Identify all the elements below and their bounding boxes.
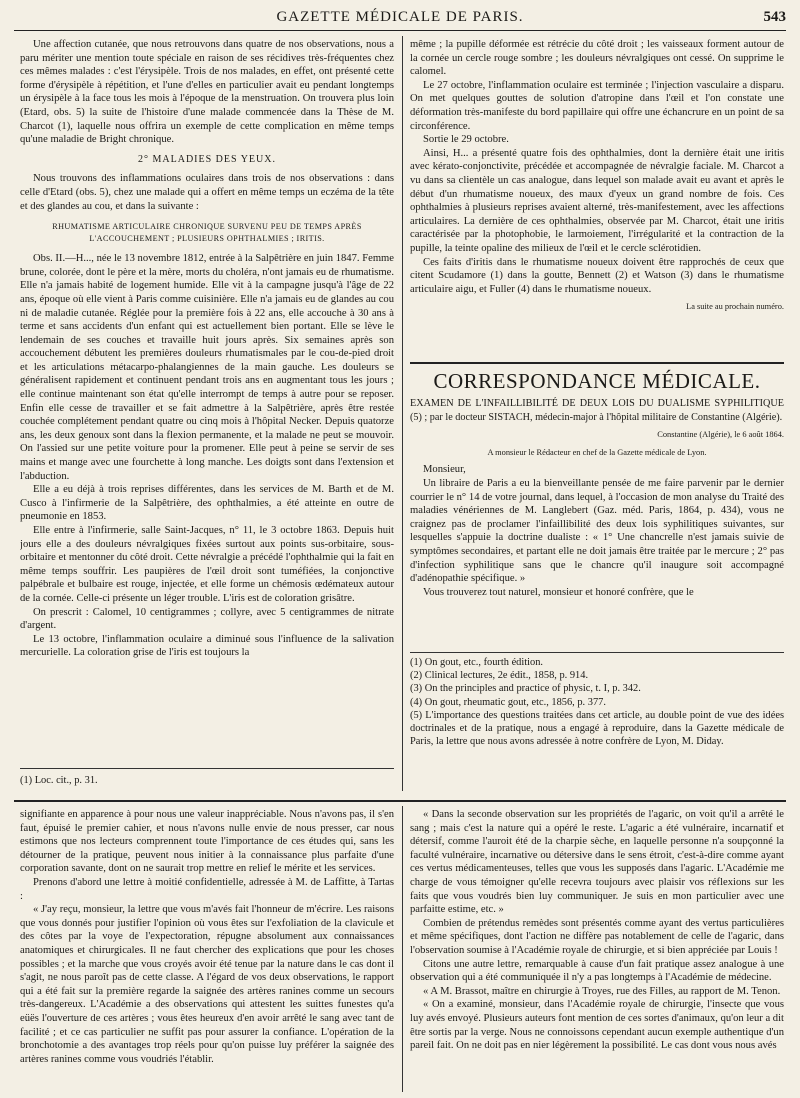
paragraph: Un libraire de Paris a eu la bienveillante pensée de me faire parvenir par le dernier courrier le n° 14 de votre journal, dans lequel, à l'occasion de mon analyse du Traité des maladies vénériennes de M. Langlebert (Gaz. méd. Paris, 1864, p. 434), vous ne craignez pas de proclamer l'infaillibilité des deux lois syphilitiques suivantes, sur lesquelles s'appuie la doctrine dualiste : « 1° Une chancrelle n'est jamais suivie de symptômes secondaires, et partant elle ne doit jamais être traitée par le mercure ; 2° pas d'infection syphilitique sans que le chancre qu'il inaugure soit accompagné d'adénopathie spécifique. » bbox=[410, 477, 784, 585]
paragraph: même ; la pupille déformée est rétrécie du côté droit ; les vaisseaux forment autour de la cornée un cercle rouge sombre ; les douleurs névralgiques ont cessé. On supprime le calomel. bbox=[410, 39, 784, 78]
left-top-column bbox=[20, 38, 394, 762]
paragraph: Le 13 octobre, l'inflammation oculaire a diminué sous l'influence de la salivation mercurielle. La coloration grise de l'iris est toujours la bbox=[20, 633, 394, 659]
paragraph: signifiante en apparence à pour nous une valeur inappréciable. Nous n'avons pas, il s'en faut, épuisé le premier cahier, et nous n'avons nulle envie de nous presser, car nous estimons que nos lecteurs comprennent toute l'importance de ces études qui, sans les détourner de la pratique, peuvent nous initier à la connaissance plus parfaite d'une corporation savante, dont on ne saurait trop mettre en relief le mérite et les services. bbox=[20, 809, 394, 875]
footnote: (4) On gout, rheumatic gout, etc., 1856, p. 377. bbox=[410, 696, 606, 708]
paragraph: Ces faits d'iritis dans le rhumatisme noueux doivent être rapprochés de ceux que citent Scudamore (1) dans la goutte, Bennett (2) et Watson (3) dans le rhumatisme articulaire aigu, et Fuller (4) dans le rhumatisme noueux. bbox=[410, 256, 784, 295]
paragraph: Prenons d'abord une lettre à moitié confidentielle, adressée à M. de Laffitte, à Tartas : bbox=[20, 876, 394, 902]
paragraph: Ainsi, H... a présenté quatre fois des ophthalmies, dont la dernière était une iritis avec kérato-conjonctivite, précédée et accompagnée de névralgie faciale. M. Charcot a vu dans sa clientèle un cas analogue, dans lequel son malade avait eu avant et après le début d'un rhumatisme noueux, des maux d'yeux un grand nombre de fois. Ces ophthalmies à plusieurs reprises avaient alterné, très-manifestement, avec les affections articulaires. La dernière de ces ophthalmies, observée par M. Charcot, était une iritis caractérisée par la photophobie, le larmoiement, l'irrégularité et la contraction de la pupille, la teinte opaline des milieux de l'œil et le cercle sclérotidien. bbox=[410, 147, 784, 254]
right-bottom-column bbox=[410, 808, 784, 1092]
quoted-letter: « J'ay reçu, monsieur, la lettre que vous m'avés fait l'honneur de m'écrire. Les raisons que vous donnés pour justifier l'opinion où vous êtes sur l'exfoliation de la clavicule et des côtes par la voye de l'expectoration, répugne absolument aux connaissances anatomiques et chirurgicales. Il ne faut chercher des explications que pour les choses possibles ; et la marche que vous croyés avoir été tenue par la nature dans le cas dont il s'agit, ne nous paroît pas de cette classe. A l'égard de vos deux observations, le rapport qui a été fait sur la première regarde la saignée des artères ranines comme un secours très-dangereux. L'Académie a des observations qui attestent les suittes funestes qu'a eüës l'ouverture de ces artères ; vous êtes heureux d'en avoir arrêté le sang avec tant de facilité ; et ce cas particulier ne suffit pas pour assurer la confiance. L'opération de la bronchotomie a des avantages trop réels pour qu'on puisse luy préférer la saignée des artères ranines comme vous voudriés l'établir. bbox=[20, 904, 394, 1065]
right-top-column bbox=[410, 38, 784, 356]
dateline: Constantine (Algérie), le 6 août 1864. bbox=[657, 430, 784, 440]
quoted-letter: « On a examiné, monsieur, dans l'Académie royale de chirurgie, l'insecte que vous luy avés envoyé. Plusieurs auteurs font mention de ces sortes d'animaux, qu'on leur a dit être sortis par la verge. Nous ne connoissons cependant aucun exemple authentique d'un pareil fait. On ne doit pas en nier légèrement la possibilité. Le cas dont vous nous avés bbox=[410, 999, 784, 1052]
continuation-note: La suite au prochain numéro. bbox=[686, 302, 784, 312]
footnotes bbox=[410, 656, 784, 792]
addressee: A monsieur le Rédacteur en chef de la Gazette médicale de Lyon. bbox=[487, 447, 707, 457]
section-title: CORRESPONDANCE MÉDICALE. bbox=[433, 369, 761, 393]
running-header bbox=[14, 6, 786, 31]
footnote: (3) On the principles and practice of physic, t. I, p. 342. bbox=[410, 683, 641, 695]
paragraph: Elle a eu déjà à trois reprises différentes, dans les services de M. Barth et de M. Cusco à l'infirmerie de la Salpêtrière, des ophthalmies, a été atteinte en outre de pneumonie en 1853. bbox=[20, 484, 394, 523]
paragraph: Nous trouvons des inflammations oculaires dans trois de nos observations : dans celle d'Etard (obs. 5), chez une malade qui a offert en même temps un eczéma de la tête et des glandes au cou, et dans la suivante : bbox=[20, 173, 394, 212]
paragraph: Elle entre à l'infirmerie, salle Saint-Jacques, n° 11, le 3 octobre 1863. Depuis huit jours elle a des douleurs névralgiques fixées surtout aux points sus-orbitaire, sous-orbitaire et mentonner du côté droit. Cette névralgie a précédé l'ophthalmie qui la fait en même temps souffrir. Les paupières de l'œil droit sont tuméfiées, la conjonctive palpébrale et bulbaire est rouge, injectée, et elle forme un chémosis œdémateux autour de la cornée. Celle-ci présente un léger trouble. L'iris est de coloration grisâtre. bbox=[20, 525, 394, 604]
letter-address: « A M. Brassot, maître en chirurgie à Troyes, rue des Filles, au rapport de M. Tenon. bbox=[423, 985, 781, 997]
page-number: 543 bbox=[763, 9, 786, 25]
footnote bbox=[20, 774, 394, 790]
paragraph: Citons une autre lettre, remarquable à cause d'un fait pratique assez analogue à une observation qui a été communiquée il n'y a pas longtemps à l'Académie de médecine. bbox=[410, 958, 784, 984]
section-divider bbox=[14, 800, 786, 802]
quoted-letter: « Dans la seconde observation sur les propriétés de l'agaric, on voit qu'il a arrêté le sang ; mais c'est la nature qui a opéré le reste. L'agaric a été vulnéraire, incarnatif et détersif, comme l'auroit été de la charpie sèche, en laquelle personne n'a soupçonné la faculté vulnéraire, incarnative ou détersive dans le sens étroit, c'est-à-dire comme ayant ces vertus médicamenteuses, telles que vous les supposés dans l'agaric. L'Académie me charge de vous témoigner qu'elle recevra toujours avec plaisir vos réflexions sur les faits que vous voudrés bien luy communiquer. Je suis en mon particulier avec une parfaitte estime, etc. » bbox=[410, 809, 784, 916]
footnote-text: (1) Loc. cit., p. 31. bbox=[20, 775, 98, 786]
article-subtitle: EXAMEN DE L'INFAILLIBILITÉ DE DEUX LOIS DU DUALISME SYPHILITIQUE (5) ; par le docteur SISTACH, médecin-major à l'hôpital militaire de Constantine (Algérie). bbox=[410, 398, 784, 423]
left-bottom-column bbox=[20, 808, 394, 1092]
column-divider bbox=[402, 36, 403, 791]
correspondence-section bbox=[410, 362, 784, 647]
footnote: (1) On gout, etc., fourth édition. bbox=[410, 657, 544, 668]
paragraph: Le 27 octobre, l'inflammation oculaire est terminée ; l'injection vasculaire a disparu. On met quelques gouttes de solution d'atropine dans l'œil et l'on constate une déformation très-manifeste du bord papillaire qui offre une échancrure en un point de sa circonférence. bbox=[410, 79, 784, 132]
column-divider bbox=[402, 806, 403, 1092]
footnote: (2) Clinical lectures, 2e édit., 1858, p. 914. bbox=[410, 670, 589, 682]
observation-title: RHUMATISME ARTICULAIRE CHRONIQUE SURVENU PEU DE TEMPS APRÈS L'ACCOUCHEMENT ; PLUSIEURS OPHTHALMIES ; IRITIS. bbox=[52, 222, 362, 244]
footnote-divider bbox=[20, 768, 394, 769]
footnote-divider bbox=[410, 652, 784, 653]
section-heading: 2° MALADIES DES YEUX. bbox=[138, 153, 276, 165]
observation-paragraph: Obs. II.—H..., née le 13 novembre 1812, entrée à la Salpêtrière en juin 1847. Femme brune, colorée, dont le père et la mère, morts du choléra, n'ont jamais eu de rhumatisme. Elle n'a jamais habité de logement humide. Elle vit à la campagne jusqu'à l'âge de 22 ans, époque où elle vient à Paris comme cuisinière. Elle n'a jamais eu de glandes au cou ni de maladie cutanée. Réglée pour la première fois à 22 ans, elle accouche à 30 ans à terme et sans accidents d'un enfant qui est actuellement bien portant. Elle se lève le lendemain de ses couches et travaille huit jours après. Six semaines après son accouchement débutent les premières douleurs rhumatismales par le cou-de-pied droit et les articulations métacarpo-phalangiennes de la main gauche. Les douleurs se généralisent rapidement et continuent pendant trois ans en augmentant tous les jours ; elle continue maintenant son état qu'elle interrompt de temps à autre pour se reposer. Enfin elle cesse de travailler et se fait admettre à la Salpêtrière, après être restée couchée complétement pendant quatre ou cinq mois à l'hôpital Necker. Depuis quatorze ans, les deux genoux sont dans la flexion permanente, et la malade ne peut se mouvoir. On l'assied sur une petite voiture pour la promener. Elle peut à peine se servir de ses mains et mange avec une fourchette à long manche. Les doigts sont dans l'extension et l'abduction. bbox=[20, 253, 394, 482]
footnote: (5) L'importance des questions traitées dans cet article, au double point de vue des idées doctrinales et de la pratique, nous a engagé à reproduire, dans la Gazette médicale de Paris, la lettre que nous avons adressée à notre confrère de Lyon, M. Diday. bbox=[410, 709, 784, 748]
salutation: Monsieur, bbox=[423, 464, 466, 476]
paragraph: Une affection cutanée, que nous retrouvons dans quatre de nos observations, nous a paru mériter une mention toute spéciale en raison de ses récidives très-fréquentes chez ces mêmes malades : c'est l'érysipèle. Trois de nos malades, en effet, ont présenté cette forme d'érysipèle à répétition, et l'une d'elles en particulier avait eu pendant longtemps un érysipèle à la face tous les mois à l'époque de la menstruation. On trouvera plus loin (Etard, obs. 5) la suite de l'histoire d'une malade commencée dans la Thèse de M. Charcot (1), laquelle nous offrira un exemple de cette complication en même temps qu'une maladie de Bright chronique. bbox=[20, 39, 394, 146]
paragraph: Vous trouverez tout naturel, monsieur et honoré confrère, que le bbox=[423, 586, 694, 598]
paragraph: Sortie le 29 octobre. bbox=[423, 134, 509, 146]
paragraph: On prescrit : Calomel, 10 centigrammes ; collyre, avec 5 centigrammes de nitrate d'argent. bbox=[20, 606, 394, 632]
paragraph: Combien de prétendus remèdes sont présentés comme ayant des vertus particulières et même spécifiques, dont l'action ne diffère pas notablement de celle de l'agaric, dans l'observation soumise à l'Académie royale de chirurgie, et si bien appréciée par Louis ! bbox=[410, 917, 784, 956]
journal-title: GAZETTE MÉDICALE DE PARIS. bbox=[276, 9, 524, 25]
